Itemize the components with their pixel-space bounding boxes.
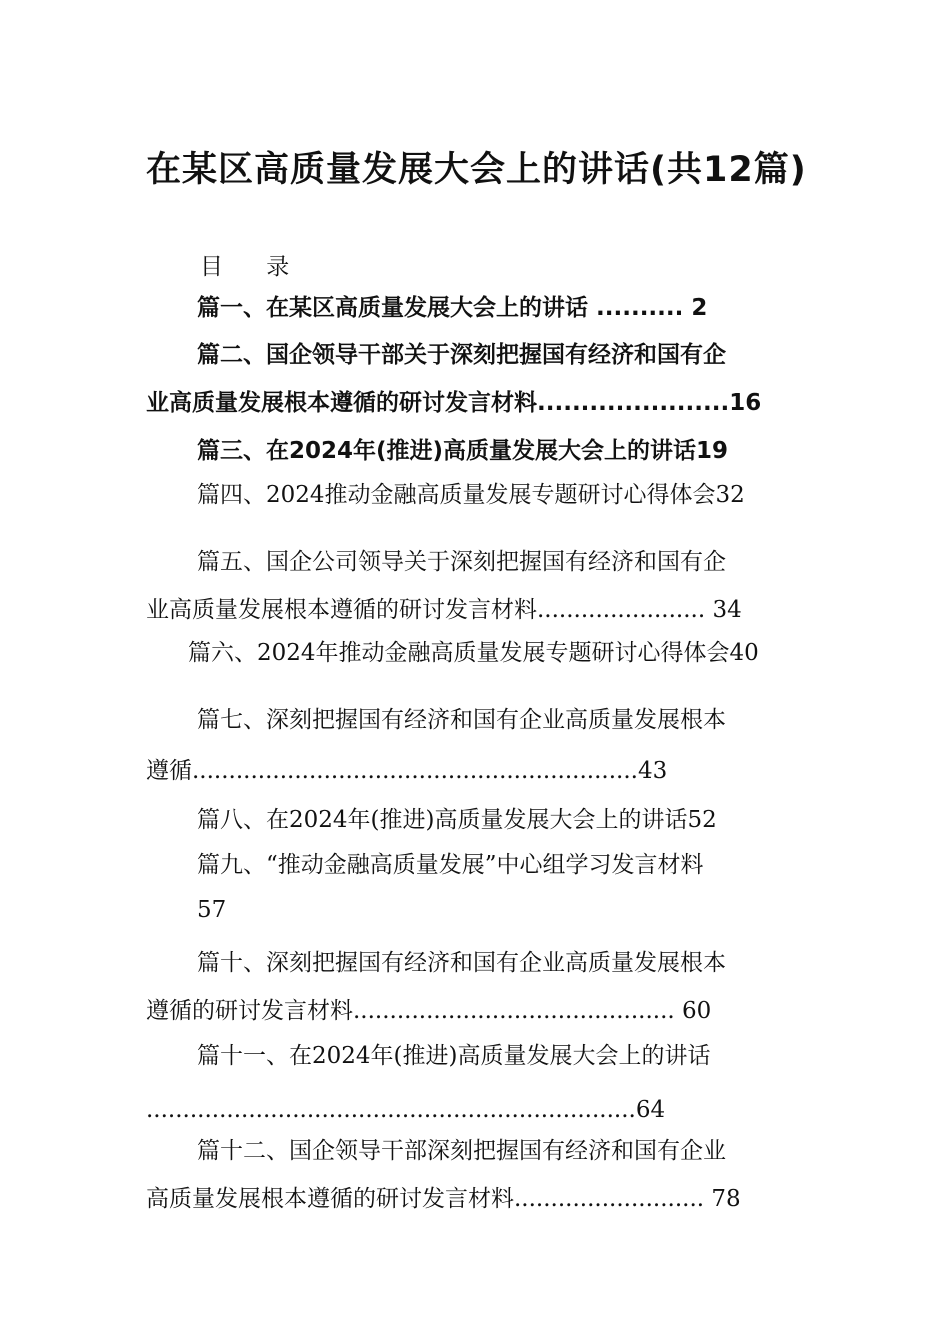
toc-entry-3-line-1: 篇三、在2024年(推进)高质量发展大会上的讲话19: [197, 438, 729, 464]
toc-entry-2-line-2: 业高质量发展根本遵循的研讨发言材料......................16: [146, 390, 762, 416]
toc-entry-9-line-2: 57: [197, 897, 227, 923]
toc-entry-10-line-2: 遵循的研讨发言材料............................................ 60: [146, 998, 712, 1024]
toc-heading: 目 录: [200, 254, 308, 280]
toc-entry-11-line-1: 篇十一、在2024年(推进)高质量发展大会上的讲话: [197, 1043, 711, 1069]
toc-entry-10-line-1: 篇十、深刻把握国有经济和国有企业高质量发展根本: [197, 950, 726, 976]
document-title: 在某区高质量发展大会上的讲话(共12篇): [146, 150, 807, 190]
toc-entry-5-line-1: 篇五、国企公司领导关于深刻把握国有经济和国有企: [197, 549, 726, 575]
toc-entry-7-line-1: 篇七、深刻把握国有经济和国有企业高质量发展根本: [197, 707, 726, 733]
toc-entry-4-line-1: 篇四、2024推动金融高质量发展专题研讨心得体会32: [197, 482, 745, 508]
toc-entry-5-line-2: 业高质量发展根本遵循的研讨发言材料....................... 34: [146, 597, 742, 623]
toc-entry-1-line-1: 篇一、在某区高质量发展大会上的讲话 .......... 2: [197, 295, 708, 321]
toc-entry-11-line-2: ...................................................................64: [146, 1097, 666, 1123]
toc-entry-7-line-2: 遵循.............................................................43: [146, 758, 668, 784]
toc-entry-2-line-1: 篇二、国企领导干部关于深刻把握国有经济和国有企: [197, 342, 726, 368]
toc-entry-12-line-2: 高质量发展根本遵循的研讨发言材料.......................... 78: [146, 1186, 741, 1212]
toc-entry-8-line-1: 篇八、在2024年(推进)高质量发展大会上的讲话52: [197, 807, 717, 833]
toc-entry-12-line-1: 篇十二、国企领导干部深刻把握国有经济和国有企业: [197, 1138, 726, 1164]
toc-entry-9-line-1: 篇九、“推动金融高质量发展”中心组学习发言材料: [197, 852, 704, 878]
toc-entry-6-line-1: 篇六、2024年推动金融高质量发展专题研讨心得体会40: [188, 640, 759, 666]
